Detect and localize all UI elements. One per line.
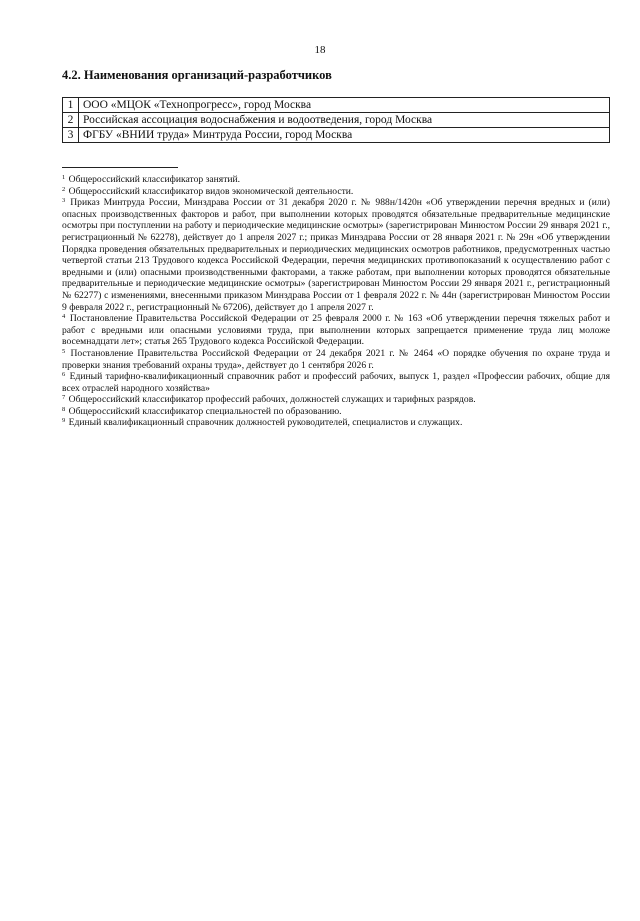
footnote — [62, 348, 610, 371]
footnote-mark: 5 — [62, 347, 66, 355]
footnote — [62, 406, 610, 418]
footnote-text: Единый тарифно-квалификационный справочник работ и профессий рабочих, выпуск 1, раздел «Профессии рабочих, общие для всех отраслей народного хозяйства» — [62, 371, 610, 394]
footnote — [62, 174, 610, 186]
footnote-text: Общероссийский классификатор специальностей по образованию. — [68, 405, 342, 417]
organization-name: ООО «МЦОК «Технопрогресс», город Москва — [79, 98, 610, 113]
footnote-mark: 6 — [62, 371, 66, 379]
footnote-text: Общероссийский классификатор профессий рабочих, должностей служащих и тарифных разрядов. — [68, 394, 476, 406]
footnote-separator — [62, 167, 178, 168]
section-heading: 4.2. Наименования организаций-разработчиков — [62, 68, 332, 82]
footnotes — [62, 174, 610, 429]
footnote-mark: 2 — [62, 185, 66, 193]
footnote — [62, 197, 610, 313]
footnote-text: Постановление Правительства Российской Федерации от 24 декабря 2021 г. № 2464 «О порядке обучения по охране труда и проверки знания требований охраны труда», действует до 1 сентября 2026 г. — [62, 347, 610, 371]
table-row — [63, 128, 610, 143]
footnote — [62, 313, 610, 348]
footnote-mark: 1 — [62, 174, 66, 181]
footnote-text: Постановление Правительства Российской Федерации от 25 февраля 2000 г. № 163 «Об утверждении перечня тяжелых работ и работ с вредными или опасными условиями труда, при выполнении которых запрещается применение труда лиц моложе восемнадцати лет»; статья 265 Трудового кодекса Российской Федерации. — [62, 313, 610, 348]
footnote-mark: 9 — [62, 417, 66, 425]
row-number: 1 — [63, 98, 79, 113]
footnote — [62, 394, 610, 406]
row-number: 3 — [63, 128, 79, 143]
organization-name: ФГБУ «ВНИИ труда» Минтруда России, город Москва — [79, 128, 610, 143]
footnote-mark: 8 — [62, 405, 66, 413]
footnote-mark: 7 — [62, 394, 66, 402]
footnote-text: Общероссийский классификатор занятий. — [68, 174, 241, 185]
footnote-text: Приказ Минтруда России, Минздрава России от 31 декабря 2020 г. № 988н/1420н «Об утверждении перечня вредных и (или) опасных производственных факторов и работ, при выполнении которых проводятся обязательные предварительные медицинские осмотры при поступлении на работу и периодические медицинские осмотры» (зарегистрирован Минюстом России 29 января 2021 г., регистрационный № 62278), действует до 1 апреля 2027 г.; приказ Минздрава России от 28 января 2021 г. № 29н «Об утверждении Порядка проведения обязательных предварительных и периодических медицинских осмотров работников, предусмотренных частью четвертой статьи 213 Трудового кодекса Российской Федерации, перечня медицинских противопоказаний к осуществлению работ с вредными и (или) опасными производственными факторами, а также работам, при выполнении которых проводятся обязательные предварительные и периодические медицинские осмотры» (зарегистрирован Минюстом России 29 января 2021 г., регистрационный № 62277) с изменениями, внесенными приказом Минздрава России от 1 февраля 2022 г. № 44н (зарегистрирован Минюстом России 9 февраля 2022 г., регистрационный № 67206), действует до 1 апреля 2027 г. — [62, 197, 610, 313]
footnote — [62, 371, 610, 394]
developers-table — [62, 97, 610, 143]
organization-name: Российская ассоциация водоснабжения и водоотведения, город Москва — [79, 113, 610, 128]
footnote-mark: 3 — [62, 197, 66, 205]
footnote — [62, 417, 610, 429]
page-number: 18 — [314, 44, 326, 56]
footnote-text: Общероссийский классификатор видов экономической деятельности. — [68, 185, 354, 197]
table-row — [63, 113, 610, 128]
footnote-text: Единый квалификационный справочник должностей руководителей, специалистов и служащих. — [68, 417, 463, 429]
table-row — [63, 98, 610, 113]
footnote-mark: 4 — [62, 313, 66, 321]
footnote — [62, 186, 610, 198]
row-number: 2 — [63, 113, 79, 128]
